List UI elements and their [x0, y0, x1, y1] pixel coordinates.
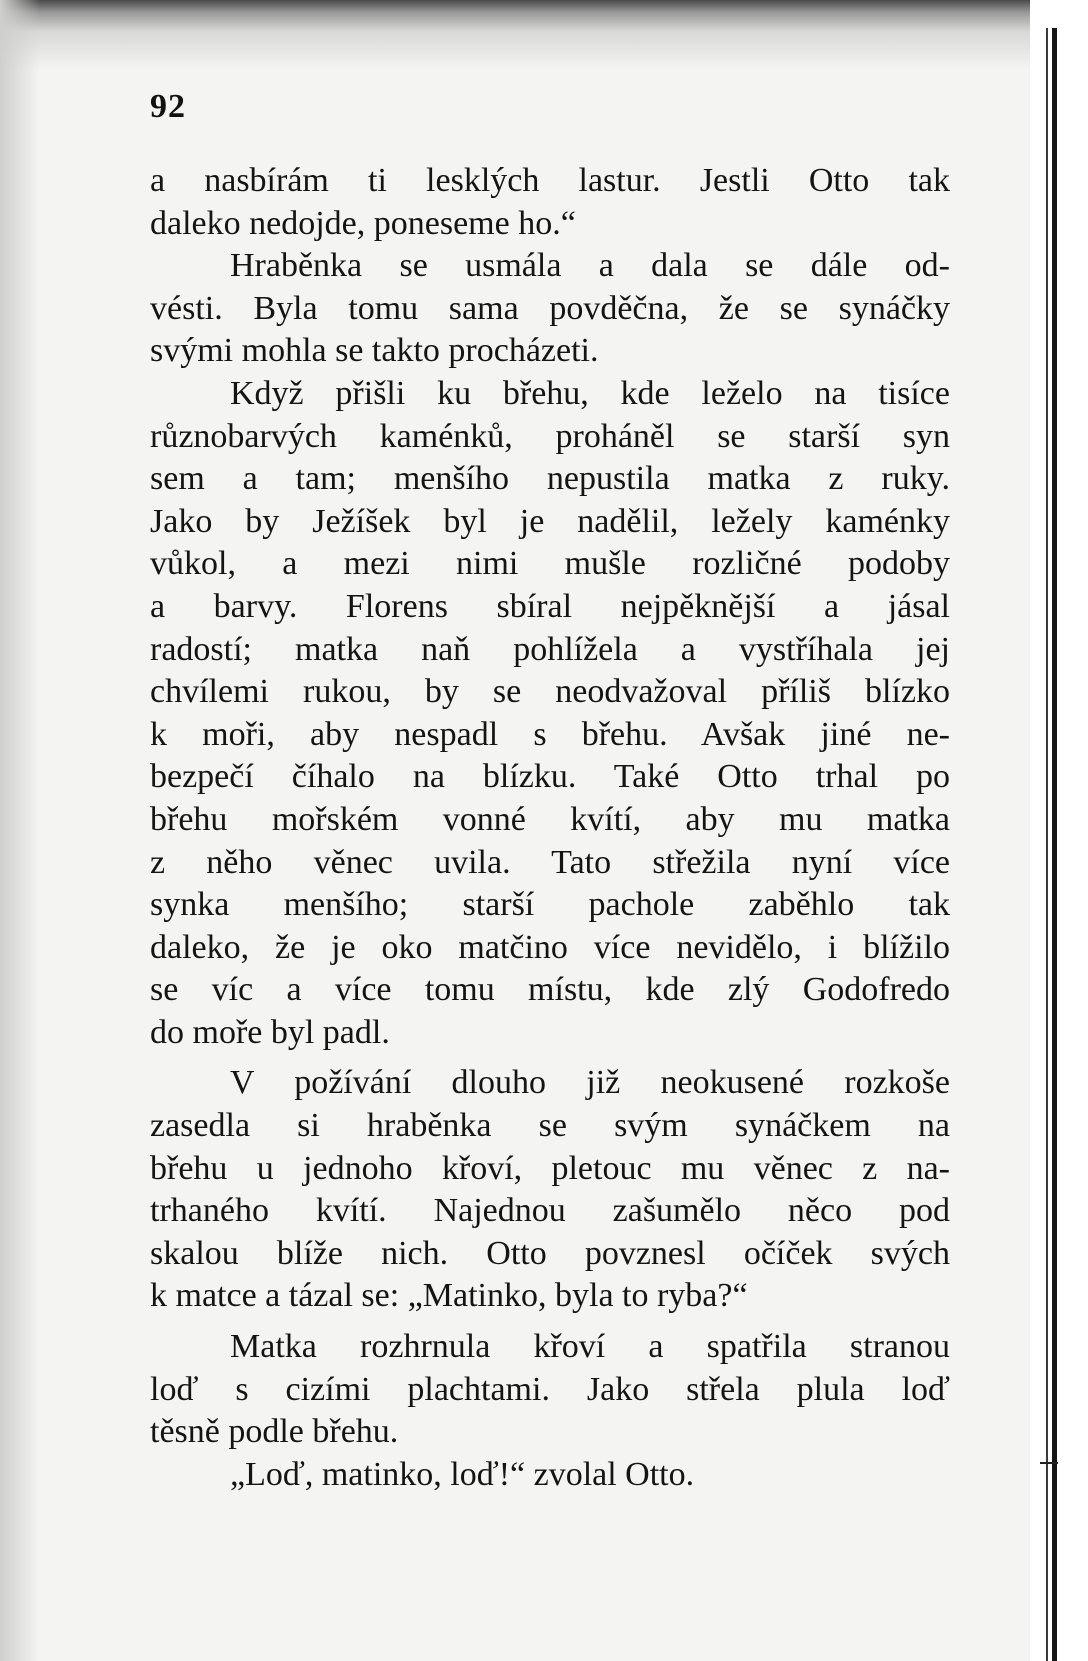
text-line: vésti. Byla tomu sama povděčna, že se synáčky	[150, 289, 950, 327]
spine-tick-mark	[1040, 1462, 1058, 1464]
text-line: radostí; matka naň pohlížela a vystříhala jej	[150, 630, 950, 668]
text-line: se víc a více tomu místu, kde zlý Godofredo	[150, 971, 950, 1009]
text-line: daleko, že je oko matčino více nevidělo, i blížilo	[150, 928, 950, 966]
scan-left-edge	[0, 0, 40, 1661]
text-line: trhaného kvítí. Najednou zašumělo něco pod	[150, 1192, 950, 1230]
text-line: Když přišli ku břehu, kde leželo na tisíce	[230, 374, 950, 412]
text-line: loď s cizími plachtami. Jako střela plula loď	[150, 1370, 950, 1408]
text-line: sem a tam; menšího nepustila matka z ruky.	[150, 460, 950, 498]
paragraph-gap	[150, 1318, 950, 1326]
text-line: bezpečí číhalo na blízku. Také Otto trhal po	[150, 758, 950, 796]
text-line: a nasbírám ti lesklých lastur. Jestli Otto tak	[150, 162, 950, 199]
text-line: skalou blíže nich. Otto povznesl očíček svých	[150, 1234, 950, 1272]
body-text	[150, 160, 950, 1496]
text-line: k matce a tázal se: „Matinko, byla to ryba?“	[150, 1277, 748, 1315]
scan-right-gutter	[1030, 0, 1088, 1661]
text-line: svými mohla se takto procházeti.	[150, 332, 599, 370]
paragraph-gap	[150, 1054, 950, 1062]
text-line: břehu u jednoho křoví, pletouc mu věnec z na-	[150, 1149, 950, 1187]
text-line: „Loď, matinko, loď!“ zvolal Otto.	[230, 1455, 695, 1493]
text-line: a barvy. Florens sbíral nejpěknější a jásal	[150, 587, 950, 625]
text-line: chvílemi rukou, by se neodvažoval příliš blízko	[150, 673, 950, 711]
text-line: k moři, aby nespadl s břehu. Avšak jiné ne-	[150, 715, 950, 753]
text-line: Jako by Ježíšek byl je nadělil, ležely kaménky	[150, 502, 950, 540]
text-line: Hraběnka se usmála a dala se dále od-	[230, 247, 950, 285]
text-line: zasedla si hraběnka se svým synáčkem na	[150, 1107, 950, 1145]
scan-top-shadow	[0, 0, 1088, 70]
text-line: břehu mořském vonné kvítí, aby mu matka	[150, 800, 950, 838]
text-line: různobarvých kaménků, proháněl se starší syn	[150, 417, 950, 455]
page-number: 92	[150, 88, 186, 125]
text-line: daleko nedojde, poneseme ho.“	[150, 204, 576, 242]
text-line: těsně podle břehu.	[150, 1413, 399, 1451]
text-line: V požívání dlouho již neokusené rozkoše	[230, 1064, 950, 1102]
text-line: z něho věnec uvila. Tato střežila nyní více	[150, 843, 950, 881]
text-line: synka menšího; starší pachole zaběhlo tak	[150, 886, 950, 924]
book-spine-thin-line	[1046, 28, 1048, 1661]
text-line: vůkol, a mezi nimi mušle rozličné podoby	[150, 545, 950, 583]
book-spine-line	[1052, 28, 1057, 1661]
text-line: do moře byl padl.	[150, 1013, 390, 1051]
text-line: Matka rozhrnula křoví a spatřila stranou	[230, 1328, 950, 1366]
